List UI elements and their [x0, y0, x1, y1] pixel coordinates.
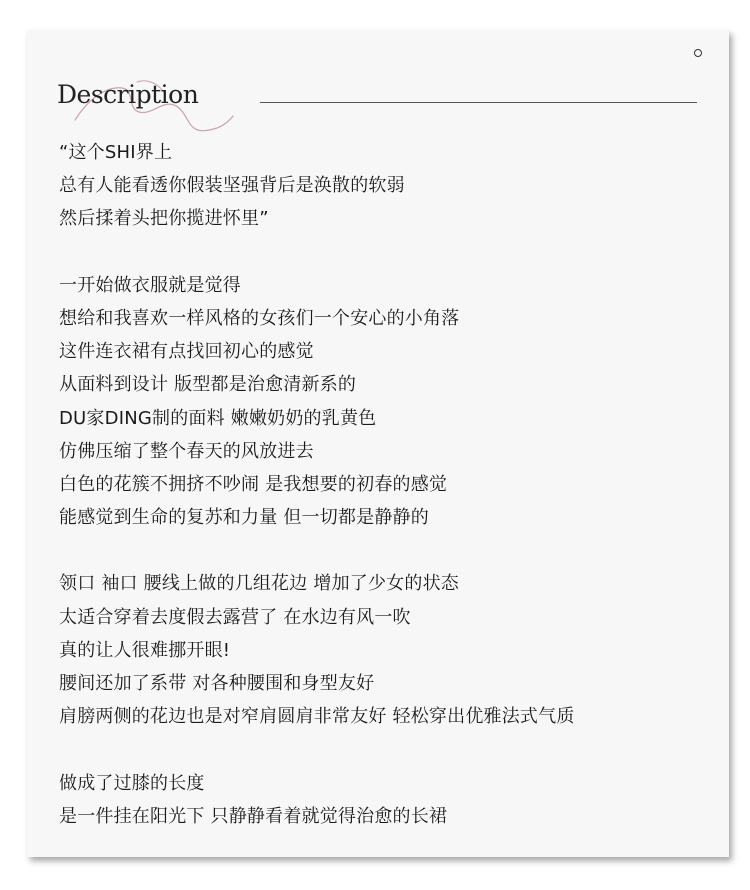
text-line: 然后揉着头把你揽进怀里” [59, 208, 269, 230]
text-line: 白色的花簇不拥挤不吵闹 是我想要的初春的感觉 [59, 473, 448, 495]
text-line: 仿佛压缩了整个春天的风放进去 [59, 440, 314, 462]
section-heading: Description [57, 80, 199, 109]
text-line: 想给和我喜欢一样风格的女孩们一个安心的小角落 [59, 307, 460, 329]
text-line: 做成了过膝的长度 [59, 772, 205, 794]
text-line: 从面料到设计 版型都是治愈清新系的 [59, 374, 357, 396]
text-line: 领口 袖口 腰线上做的几组花边 增加了少女的状态 [59, 573, 459, 595]
text-line: 真的让人很难挪开眼! [59, 639, 231, 661]
text-line: 能感觉到生命的复苏和力量 但一切都是静静的 [59, 507, 429, 529]
description-card [27, 30, 729, 857]
blank-line [59, 733, 709, 766]
text-line: “这个SHI界上 [59, 142, 173, 163]
description-body [59, 136, 709, 833]
heading-divider [260, 102, 697, 103]
blank-line [59, 236, 709, 269]
text-line: 总有人能看透你假装坚强背后是涣散的软弱 [59, 175, 405, 197]
text-line: 肩膀两侧的花边也是对窄肩圆肩非常友好 轻松穿出优雅法式气质 [59, 706, 575, 728]
blank-line [59, 534, 709, 567]
text-line: 这件连衣裙有点找回初心的感觉 [59, 341, 314, 363]
text-line: 是一件挂在阳光下 只静静看着就觉得治愈的长裙 [59, 805, 448, 827]
text-line: 一开始做衣服就是觉得 [59, 274, 241, 296]
circle-icon [694, 49, 702, 57]
text-line: DU家DING制的面料 嫩嫩奶奶的乳黄色 [59, 407, 377, 429]
text-line: 腰间还加了系带 对各种腰围和身型友好 [59, 673, 375, 694]
text-line: 太适合穿着去度假去露营了 在水边有风一吹 [59, 606, 411, 628]
